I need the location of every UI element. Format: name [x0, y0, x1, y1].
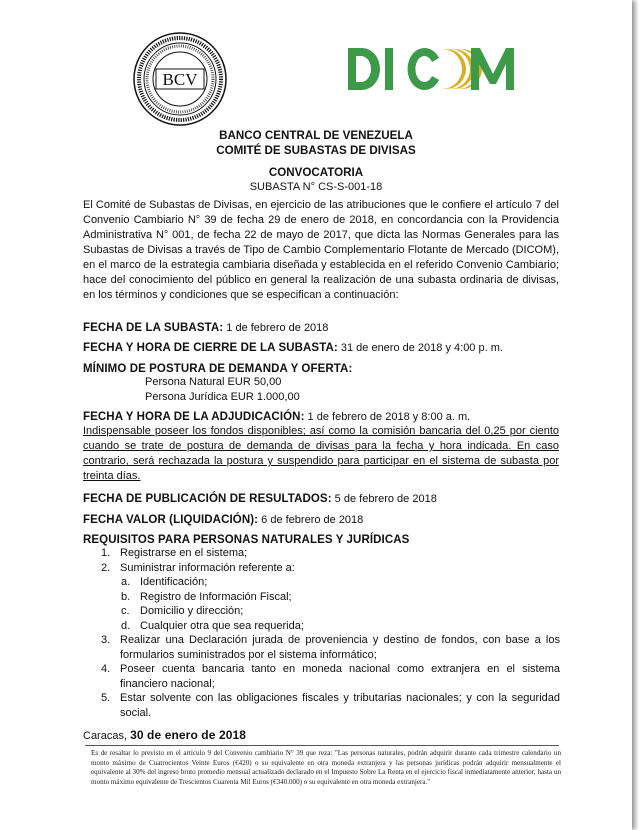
closing-date-time: FECHA Y HORA DE CIERRE DE LA SUBASTA: 31 de enero de 2018 y 4:00 p. m. [83, 342, 503, 354]
sublist-item: Identificación; [140, 576, 208, 588]
svg-text:BCV: BCV [162, 70, 198, 89]
list-item: Realizar una Declaración jurada de proveniencia y destino de fondos, con base a los formularios suministrados por el sistema informático; [120, 634, 560, 661]
auction-number: SUBASTA N° CS-S-001-18 [249, 181, 383, 193]
minimum-legal-person: Persona Jurídica EUR 1.000,00 [145, 391, 300, 403]
bcv-seal-logo [133, 32, 227, 126]
requirements-heading: REQUISITOS PARA PERSONAS NATURALES Y JURÍDICAS [83, 534, 410, 546]
sublist-letter: c. [121, 605, 130, 617]
committee-name: COMITÉ DE SUBASTAS DE DIVISAS [216, 144, 416, 157]
sublist-item: Registro de Información Fiscal; [140, 591, 292, 603]
minimum-bid-heading: MÍNIMO DE POSTURA DE DEMANDA Y OFERTA: [83, 363, 353, 375]
list-number: 2. [101, 562, 111, 574]
list-item: Registrarse en el sistema; [120, 547, 248, 559]
signature-date-line: Caracas, 30 de enero de 2018 [83, 728, 247, 742]
award-date-time: FECHA Y HORA DE LA ADJUDICACIÓN: 1 de febrero de 2018 y 8:00 a. m. [83, 411, 471, 423]
sublist-item: Cualquier otra que sea requerida; [140, 620, 304, 632]
bank-name: BANCO CENTRAL DE VENEZUELA [219, 129, 413, 142]
list-number: 5. [101, 692, 111, 704]
results-publication-date: FECHA DE PUBLICACIÓN DE RESULTADOS: 5 de febrero de 2018 [83, 493, 437, 505]
sublist-item: Domicilio y dirección; [140, 605, 244, 617]
document-title: CONVOCATORIA [268, 166, 364, 179]
list-number: 3. [101, 634, 111, 646]
sublist-letter: d. [121, 620, 131, 632]
list-number: 1. [101, 547, 111, 559]
list-number: 4. [101, 663, 111, 675]
list-item: Suministrar información referente a: [120, 562, 295, 574]
list-item: Estar solvente con las obligaciones fiscales y tributarias nacionales; y con la seguridad social. [120, 692, 560, 719]
dicom-logo [346, 44, 516, 94]
value-date: FECHA VALOR (LIQUIDACIÓN): 6 de febrero de 2018 [83, 514, 364, 526]
funds-requirement-note: Indispensable poseer los fondos disponibles; así como la comisión bancaria del 0,25 por ciento cuando se trate de postura de demanda de divisas para la fecha y hora indicada. En caso contrario, será rechazada la postura y suspendido para participar en el sistema de subasta por treinta días. [83, 425, 559, 482]
svg-text:DICOM: DICOM [346, 44, 350, 45]
auction-date: FECHA DE LA SUBASTA: 1 de febrero de 2018 [83, 322, 329, 334]
sublist-letter: a. [121, 576, 131, 588]
footnote-divider [85, 745, 559, 746]
list-item: Poseer cuenta bancaria tanto en moneda nacional como extranjera en el sistema financiero nacional; [120, 663, 560, 690]
minimum-natural-person: Persona Natural EUR 50,00 [145, 376, 282, 388]
sublist-letter: b. [121, 591, 131, 603]
footnote: Es de resaltar lo previsto en el artículo 9 del Convenio cambiario N° 39 que reza: "Las personas naturales, podrán adquirir durante cada trimestre calendario un monto máximo de Cuatrocientos Veinte Euros (€420) o su equivalente en otra moneda extranjera y las personas jurídicas podrán adquirir mensualmente el equivalente al 30% del ingreso bruto promedio mensual actualizado declarado en el Impuesto Sobre La Renta en el ejercicio fiscal inmediatamente anterior, hasta un monto máximo equivalente de Trescientos Cuarenta Mil Euros (€340.000) o su equivalente en otra moneda extranjera." [91, 749, 561, 786]
logo-area [0, 0, 632, 125]
intro-paragraph: El Comité de Subastas de Divisas, en ejercicio de las atribuciones que le confiere el artículo 7 del Convenio Cambiario N° 39 de fecha 29 de enero de 2018, en concordancia con la Providencia Administrativa N° 001, de fecha 22 de mayo de 2017, que dicta las Normas Generales para las Subastas de Divisas a través de Tipo de Cambio Complementario Flotante de Mercado (DICOM), en el marco de la estrategia cambiaria diseñada y establecida en el referido Convenio Cambiario; hace del conocimiento del público en general la realización de una subasta ordinaria de divisas, en los términos y condiciones que se especifican a continuación: [83, 199, 559, 301]
